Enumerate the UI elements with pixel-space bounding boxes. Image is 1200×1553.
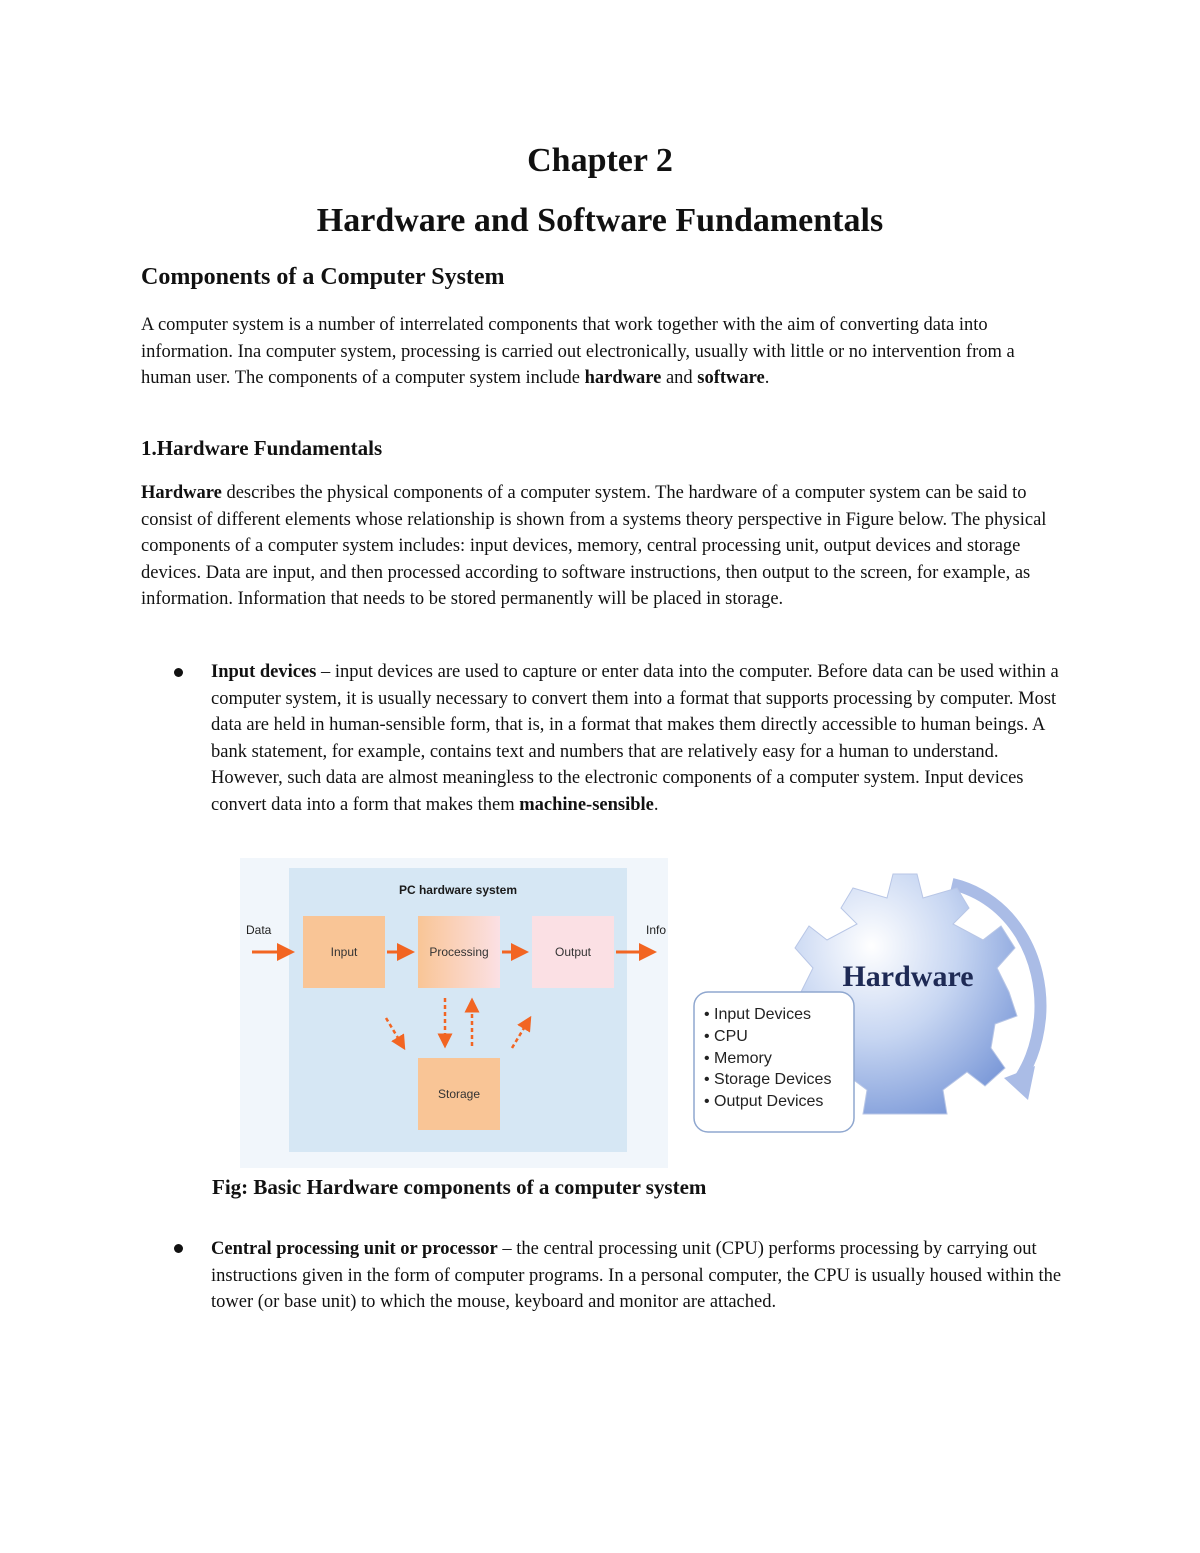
output-box-label: Output — [554, 945, 592, 959]
paragraph-text: describes the physical components of a computer system. The hardware of a computer system can be said to consist of different elements whose relationship is shown from a systems theory perspective in Figure below. The physical components of a computer system includes: input devices, memory, central processing unit, output devices and storage devices. Data are input, and then processed according to software instructions, then output to the screen, for example, as information. Information that needs to be stored permanently will be placed in storage. — [141, 483, 1047, 610]
input-box-label: Input — [330, 945, 358, 959]
diagram-title: PC hardware system — [398, 883, 518, 897]
bold-hardware-lead: Hardware — [141, 483, 222, 503]
paragraph-hardware — [141, 480, 1066, 613]
hardware-list-item: • Output Devices — [704, 1093, 824, 1110]
paragraph-text: A computer system is a number of interrelated components that work together with the aim of converting data into information. Ina computer system, processing is carried out electronically, usually with little or no intervention from a human user. The components of a computer system include — [141, 315, 1015, 389]
hardware-list-item: • Storage Devices — [704, 1071, 832, 1088]
bullet-dot — [174, 1244, 183, 1253]
chapter-heading: Chapter 2 — [527, 142, 673, 179]
bullet-dot — [174, 668, 183, 677]
processing-box-label: Processing — [429, 945, 489, 959]
bold-machine-sensible: machine-sensible — [519, 794, 654, 815]
paragraph-components — [141, 312, 1066, 392]
hardware-gear-graphic — [690, 868, 1060, 1140]
bullet-text: – the central processing unit (CPU) performs processing by carrying out instructions given in the form of computer programs. In a personal computer, the CPU is usually housed within the tower (or base unit) to which the mouse, keyboard and monitor are attached. — [211, 1239, 1062, 1313]
pc-hardware-diagram — [240, 858, 668, 1168]
paragraph-text: and — [661, 368, 698, 389]
storage-box-label: Storage — [437, 1087, 481, 1101]
paragraph-text: . — [764, 368, 770, 389]
bullet-input-devices — [211, 659, 1066, 819]
bullet-term: Central processing unit or processor — [211, 1239, 498, 1259]
bullet-term: Input devices — [211, 662, 317, 682]
bold-hardware: hardware — [584, 368, 662, 389]
gear-label: Hardware — [842, 960, 974, 993]
figure-caption: Fig: Basic Hardware components of a computer system — [212, 1175, 707, 1199]
document-title: Hardware and Software Fundamentals — [316, 202, 884, 239]
hardware-list-item: • Input Devices — [704, 1006, 811, 1023]
bullet-text-end: . — [653, 794, 659, 815]
bullet-text: – input devices are used to capture or enter data into the computer. Before data can be used within a computer system, it is usually necessary to convert them into a format that supports processing by computer. Most data are held in human-sensible form, that is, in a format that makes them directly accessible to human beings. A bank statement, for example, contains text and numbers that are relatively easy for a human to understand. However, such data are almost meaningless to the electronic components of a computer system. Input devices convert data into a form that makes them — [211, 662, 1059, 815]
diagram-data-label: Data — [246, 923, 272, 937]
section-heading-components: Components of a Computer System — [141, 264, 505, 290]
diagram-info-label: Info — [646, 923, 667, 937]
bullet-cpu — [211, 1236, 1066, 1316]
section-heading-hardware: 1.Hardware Fundamentals — [141, 436, 383, 460]
hardware-list-item: • CPU — [704, 1028, 748, 1045]
hardware-list-item: • Memory — [704, 1050, 772, 1067]
bold-software: software — [697, 368, 765, 389]
